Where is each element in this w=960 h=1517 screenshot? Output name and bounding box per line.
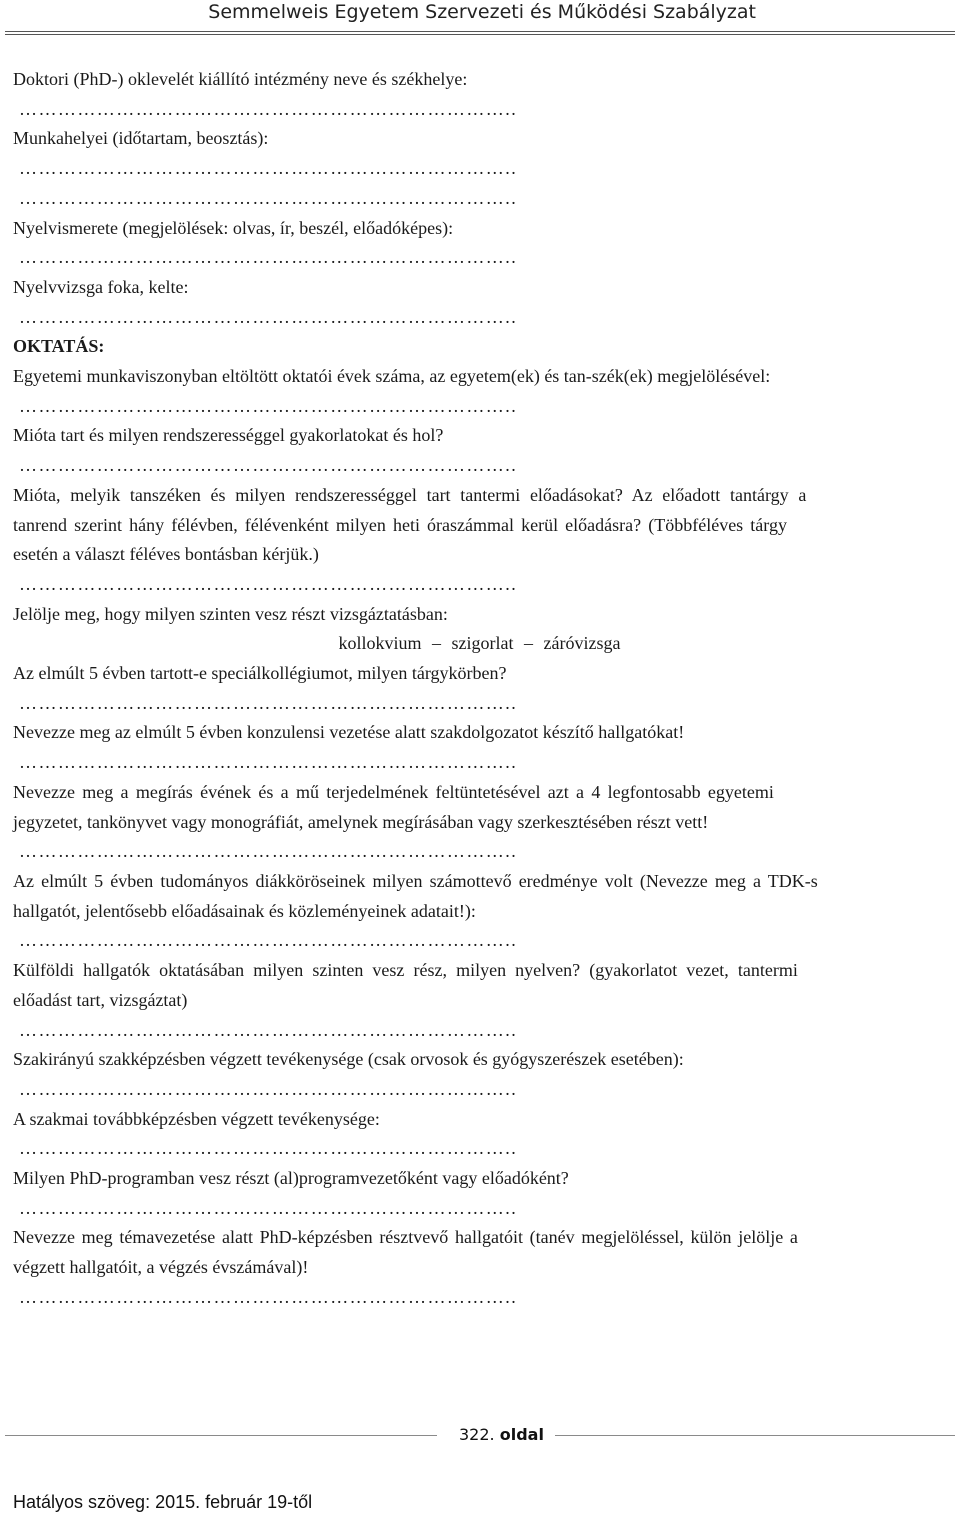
footer-divider-right xyxy=(555,1435,955,1436)
form-body xyxy=(13,65,946,1313)
cpd-label: A szakmai továbbképzésben végzett tevékenysége: xyxy=(13,1108,380,1129)
phd-students-line: Nevezze meg témavezetése alatt PhD-képzésben résztvevő hallgatóit (tanév megjelöléssel, külön jelölje a xyxy=(13,1227,798,1248)
specialist-training-label: Szakirányú szakképzésben végzett tevékenysége (csak orvosok és gyógyszerészek esetében): xyxy=(13,1049,684,1070)
page-number-value: 322. xyxy=(459,1425,495,1444)
lectures-line xyxy=(13,511,946,541)
answer-blank[interactable]: ………………………………………………………………….. xyxy=(19,455,518,476)
answer-blank[interactable]: ………………………………………………………………….. xyxy=(19,1197,518,1218)
page-number xyxy=(459,1425,544,1444)
page-number-word: oldal xyxy=(499,1425,544,1444)
foreign-students-line: előadást tart, vizsgáztat) xyxy=(13,989,188,1010)
answer-blank[interactable]: ………………………………………………………………….. xyxy=(19,692,518,713)
lectures-line: esetén a választ féléves bontásban kérjük.) xyxy=(13,544,319,565)
languages-label: Nyelvismerete (megjelölések: olvas, ír, beszél, előadóképes): xyxy=(13,217,454,238)
teaching-years-label: Egyetemi munkaviszonyban eltöltött oktatói évek száma, az egyetem(ek) és tan-szék(ek) megjelölésével: xyxy=(13,366,771,387)
header-divider xyxy=(5,31,955,34)
phd-students-line: végzett hallgatóit, a végzés évszámával)! xyxy=(13,1257,309,1278)
footer-divider-left xyxy=(5,1435,437,1436)
answer-blank[interactable]: ………………………………………………………………….. xyxy=(19,573,518,594)
answer-blank[interactable]: ………………………………………………………………….. xyxy=(19,98,518,119)
foreign-students-line: Külföldi hallgatók oktatásában milyen szinten vesz rész, milyen nyelven? (gyakorlatot vezet, tantermi xyxy=(13,960,798,981)
practicals-label: Mióta tart és milyen rendszerességgel gyakorlatokat és hol? xyxy=(13,425,444,446)
tdk-line: Az elmúlt 5 évben tudományos diákköröseinek milyen számottevő eredménye volt (Nevezze meg a TDK-s xyxy=(13,870,818,891)
answer-blank[interactable]: ………………………………………………………………….. xyxy=(19,1019,518,1040)
answer-blank[interactable]: ………………………………………………………………….. xyxy=(19,187,518,208)
textbooks-line: Nevezze meg a megírás évének és a mű terjedelmének feltüntetésével azt a 4 legfontosabb egyetemi xyxy=(13,781,774,802)
answer-blank[interactable]: ………………………………………………………………….. xyxy=(19,752,518,773)
answer-blank[interactable]: ………………………………………………………………….. xyxy=(19,930,518,951)
answer-blank[interactable]: ………………………………………………………………….. xyxy=(19,1078,518,1099)
answer-blank[interactable]: ………………………………………………………………….. xyxy=(19,247,518,268)
answer-blank[interactable]: ………………………………………………………………….. xyxy=(19,1286,518,1307)
document-title: Semmelweis Egyetem Szervezeti és Működési Szabályzat xyxy=(208,1,756,23)
exam-options: kollokvium – szigorlat – záróvizsga xyxy=(338,633,621,654)
answer-blank[interactable]: ………………………………………………………………….. xyxy=(19,841,518,862)
teaching-heading: OKTATÁS: xyxy=(13,336,105,357)
doctoral-institution-label: Doktori (PhD-) oklevelét kiállító intézmény neve és székhelye: xyxy=(13,69,468,89)
effective-date: Hatályos szöveg: 2015. február 19-től xyxy=(13,1492,313,1512)
lectures-line xyxy=(13,481,946,511)
thesis-students-label: Nevezze meg az elmúlt 5 évben konzulensi vezetése alatt szakdolgozatot készítő hallgatókat! xyxy=(13,722,685,743)
exams-label: Jelölje meg, hogy milyen szinten vesz részt vizsgáztatásban: xyxy=(13,603,448,624)
lectures-text: Mióta, melyik tanszéken és milyen rendszerességgel tart tantermi előadásokat? Az előadott tantárgy a xyxy=(13,484,807,505)
answer-blank[interactable]: ………………………………………………………………….. xyxy=(19,395,518,416)
workplaces-label: Munkahelyei (időtartam, beosztás): xyxy=(13,128,269,149)
lectures-question xyxy=(13,481,946,570)
answer-blank[interactable]: ………………………………………………………………….. xyxy=(19,306,518,327)
answer-blank[interactable]: ………………………………………………………………….. xyxy=(19,158,518,179)
page-header xyxy=(0,0,960,40)
answer-blank[interactable]: ………………………………………………………………….. xyxy=(19,1138,518,1159)
textbooks-line: jegyzetet, tankönyvet vagy monográfiát, amelynek megírásában vagy szerkesztésében részt vett! xyxy=(13,811,709,832)
phd-program-label: Milyen PhD-programban vesz részt (al)programvezetőként vagy előadóként? xyxy=(13,1168,569,1189)
tdk-line: hallgatót, jelentősebb előadásainak és közleményeinek adatait!): xyxy=(13,900,476,921)
language-exam-label: Nyelvvizsga foka, kelte: xyxy=(13,276,189,297)
lectures-text: tanrend szerint hány félévben, félévenként milyen heti óraszámmal kerül előadásra? (Többféléves tárgy xyxy=(13,514,787,535)
special-courses-label: Az elmúlt 5 évben tartott-e speciálkollégiumot, milyen tárgykörben? xyxy=(13,663,507,684)
